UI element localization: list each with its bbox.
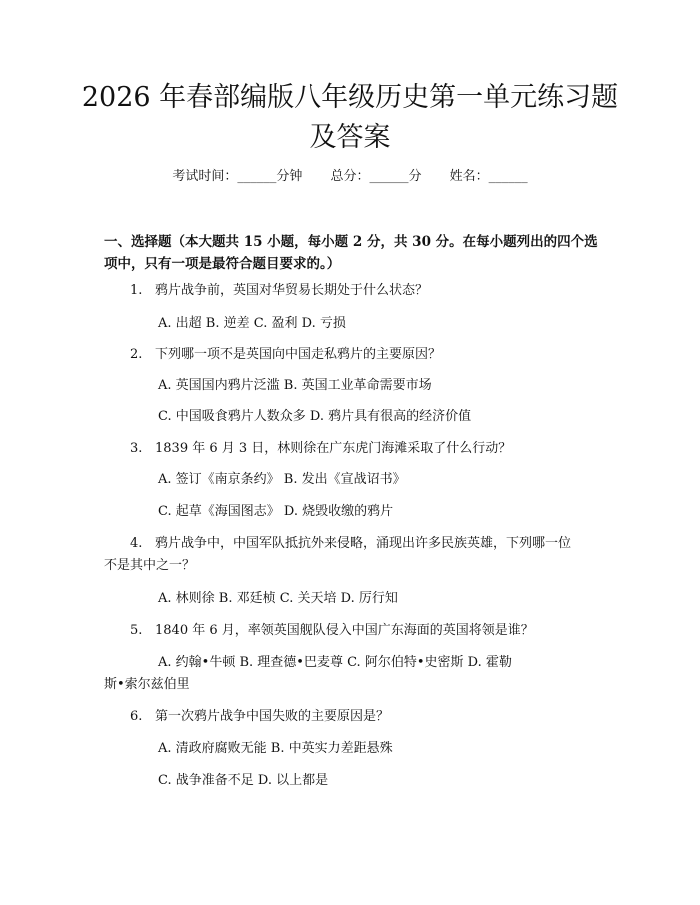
- question-number: 4.: [130, 536, 143, 551]
- question-text: 鸦片战争前，英国对华贸易长期处于什么状态？: [155, 283, 429, 298]
- question-5: [104, 620, 604, 642]
- question-number: 2.: [130, 347, 143, 362]
- question-3-options-b: [104, 501, 604, 523]
- title-line-1: 2026 年春部编版八年级历史第一单元练习题: [81, 82, 619, 113]
- question-3-options-a: [104, 469, 604, 491]
- question-2: [104, 344, 604, 366]
- options-line: A. 林则徐 B. 邓廷桢 C. 关天培 D. 厉行知: [158, 591, 398, 606]
- question-3: [104, 438, 604, 460]
- options-line-2: 斯•索尔兹伯里: [104, 677, 190, 692]
- total-score-field: 总分：______分: [330, 169, 422, 184]
- question-number: 3.: [130, 441, 143, 456]
- exam-meta: [0, 167, 700, 187]
- question-text: 下列哪一项不是英国向中国走私鸦片的主要原因？: [155, 347, 442, 362]
- document-title: [0, 78, 700, 158]
- question-number: 1.: [130, 283, 143, 298]
- exam-time-field: 考试时间：______分钟: [172, 169, 303, 184]
- question-5-options: [104, 652, 604, 696]
- options-line: C. 起草《海国图志》 D. 烧毁收缴的鸦片: [158, 504, 394, 519]
- question-2-options-b: [104, 406, 604, 428]
- question-text: 第一次鸦片战争中国失败的主要原因是？: [155, 709, 390, 724]
- question-6-options-b: [104, 770, 604, 792]
- options-line: A. 英国国内鸦片泛滥 B. 英国工业革命需要市场: [158, 378, 432, 393]
- options-line: A. 出超 B. 逆差 C. 盈利 D. 亏损: [158, 316, 346, 331]
- question-1-options: [104, 313, 604, 335]
- question-2-options-a: [104, 375, 604, 397]
- question-6: [104, 706, 604, 728]
- question-text-line-1: 鸦片战争中，中国军队抵抗外来侵略，涌现出许多民族英雄，下列哪一位: [155, 536, 572, 551]
- student-name-field: 姓名：______: [449, 169, 528, 184]
- question-number: 5.: [130, 623, 143, 638]
- question-4-options: [104, 588, 604, 610]
- options-line: A. 签订《南京条约》 B. 发出《宣战诏书》: [158, 472, 406, 487]
- question-4: [104, 533, 604, 577]
- question-number: 6.: [130, 709, 143, 724]
- question-text: 1840 年 6 月，率领英国舰队侵入中国广东海面的英国将领是谁？: [155, 623, 534, 638]
- question-6-options-a: [104, 738, 604, 760]
- question-text: 1839 年 6 月 3 日，林则徐在广东虎门海滩采取了什么行动？: [155, 441, 512, 456]
- title-line-2: 及答案: [309, 122, 391, 153]
- question-text-line-2: 不是其中之一？: [104, 558, 196, 573]
- options-line-1: A. 约翰•牛顿 B. 理查德•巴麦尊 C. 阿尔伯特•史密斯 D. 霍勒: [158, 655, 512, 670]
- options-line: C. 中国吸食鸦片人数众多 D. 鸦片具有很高的经济价值: [158, 409, 472, 424]
- section-heading: 一、选择题（本大题共 15 小题，每小题 2 分，共 30 分。在每小题列出的四个选项中，只有一项是最符合题目要求的。）: [104, 234, 598, 272]
- options-line: C. 战争准备不足 D. 以上都是: [158, 773, 329, 788]
- options-line: A. 清政府腐败无能 B. 中英实力差距悬殊: [158, 741, 393, 756]
- question-1: [104, 280, 604, 302]
